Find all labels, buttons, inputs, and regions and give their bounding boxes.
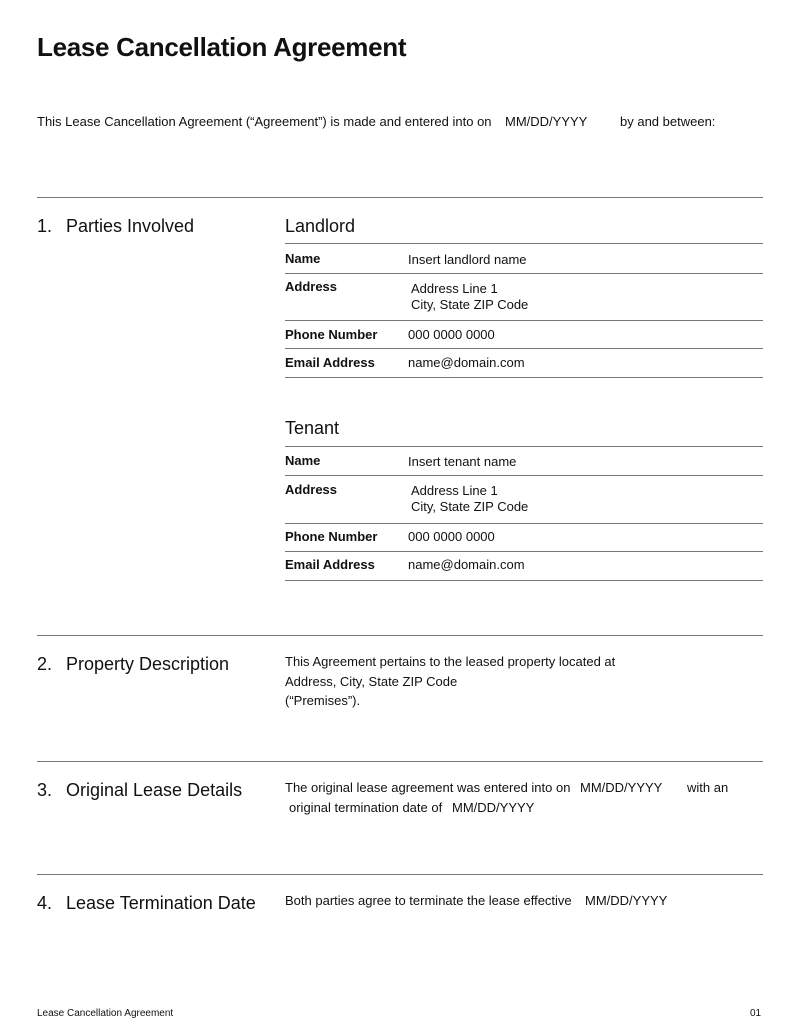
termination-text: Both parties agree to terminate the lease effective [285, 893, 572, 908]
intro-suffix: by and between: [620, 114, 716, 129]
landlord-heading: Landlord [285, 216, 356, 236]
original-termination-date-field[interactable]: MM/DD/YYYY [452, 800, 535, 815]
section-4-heading: Lease Termination Date [66, 893, 256, 913]
tenant-address-line1-field[interactable]: Address Line 1 [411, 483, 498, 498]
section-3-heading: Original Lease Details [66, 780, 243, 800]
divider [285, 446, 763, 447]
divider [285, 580, 763, 581]
divider [37, 761, 763, 762]
property-address-field[interactable]: Address, City, State ZIP Code [285, 674, 458, 689]
tenant-phone-label: Phone Number [285, 529, 378, 544]
landlord-address-line1-field[interactable]: Address Line 1 [411, 281, 498, 296]
section-2-heading: Property Description [66, 654, 230, 674]
landlord-email-label: Email Address [285, 355, 375, 370]
intro-date-field[interactable]: MM/DD/YYYY [505, 114, 588, 129]
divider [285, 475, 763, 476]
intro-text: This Lease Cancellation Agreement (“Agreement”) is made and entered into on [37, 114, 492, 129]
landlord-name-label: Name [285, 251, 321, 266]
landlord-address-line2-field[interactable]: City, State ZIP Code [411, 297, 529, 312]
tenant-email-label: Email Address [285, 557, 375, 572]
original-lease-date-field[interactable]: MM/DD/YYYY [580, 780, 663, 795]
property-text: This Agreement pertains to the leased property located at [285, 654, 616, 669]
original-lease-text: The original lease agreement was entered into on [285, 780, 571, 795]
divider [285, 523, 763, 524]
termination-date-field[interactable]: MM/DD/YYYY [585, 893, 668, 908]
divider [37, 197, 763, 198]
section-1-heading: Parties Involved [66, 216, 195, 236]
landlord-address-label: Address [285, 279, 338, 294]
with-an-text: with an [687, 780, 729, 795]
section-1-number: 1. [37, 216, 53, 236]
section-4-number: 4. [37, 893, 53, 913]
section-2-number: 2. [37, 654, 53, 674]
landlord-phone-field[interactable]: 000 0000 0000 [408, 327, 495, 342]
divider [285, 377, 763, 378]
tenant-phone-field[interactable]: 000 0000 0000 [408, 529, 495, 544]
tenant-address-label: Address [285, 482, 338, 497]
landlord-name-field[interactable]: Insert landlord name [408, 252, 527, 267]
page-title: Lease Cancellation Agreement [37, 32, 407, 62]
landlord-email-field[interactable]: name@domain.com [408, 355, 525, 370]
divider [285, 273, 763, 274]
original-termination-text: original termination date of [289, 800, 443, 815]
tenant-name-label: Name [285, 453, 321, 468]
divider [37, 874, 763, 875]
section-3-number: 3. [37, 780, 53, 800]
divider [37, 635, 763, 636]
page-number: 01 [750, 1008, 762, 1019]
premises-text: (“Premises”). [285, 693, 361, 708]
landlord-phone-label: Phone Number [285, 327, 378, 342]
tenant-name-field[interactable]: Insert tenant name [408, 454, 517, 469]
divider [285, 320, 763, 321]
footer-title: Lease Cancellation Agreement [37, 1008, 174, 1019]
tenant-email-field[interactable]: name@domain.com [408, 557, 525, 572]
divider [285, 551, 763, 552]
divider [285, 348, 763, 349]
divider [285, 243, 763, 244]
tenant-heading: Tenant [285, 418, 340, 438]
tenant-address-line2-field[interactable]: City, State ZIP Code [411, 499, 529, 514]
